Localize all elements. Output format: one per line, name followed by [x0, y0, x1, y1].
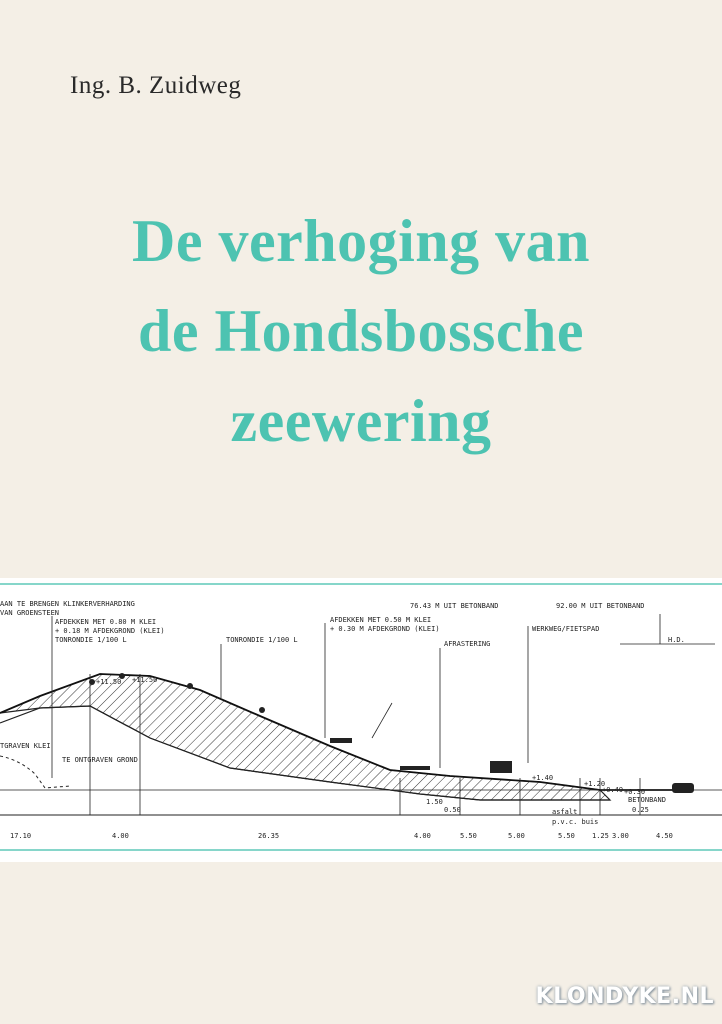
dimension-4: 4.00 [414, 832, 431, 840]
elevation-2: +11.50 [132, 676, 158, 684]
label-ontgraven-klei: TGRAVEN KLEI [0, 742, 51, 750]
vertical-dim-3: 1.50 [426, 798, 443, 806]
elevation-3: +1.40 [532, 774, 554, 782]
title-line-3: zeewering [230, 388, 492, 454]
label-afdekgrond-1: + 0.18 M AFDEKGROND (KLEI) [55, 627, 165, 635]
author-name: Ing. B. Zuidweg [70, 72, 242, 99]
dimension-5: 5.50 [460, 832, 477, 840]
dimension-3: 26.35 [258, 832, 280, 840]
label-groensteen: VAN GROENSTEEN [0, 609, 60, 617]
label-ontgraven-grond: TE ONTGRAVEN GROND [62, 756, 138, 764]
label-afrastering: AFRASTERING [444, 640, 491, 648]
dimension-2: 4.00 [112, 832, 129, 840]
label-betonband-1: 76.43 M UIT BETONBAND [410, 602, 499, 610]
dimension-1: 17.10 [10, 832, 32, 840]
elevation-4: +1.20 [584, 780, 606, 788]
label-tonrondie-1: TONRONDIE 1/100 L [55, 636, 127, 644]
elevation-1: +11.50 [96, 678, 122, 686]
label-afdekken-1: AFDEKKEN MET 0.80 M KLEI [55, 618, 157, 626]
vertical-dim-1: 0.50 [444, 806, 461, 814]
title-line-1: De verhoging van [132, 208, 590, 274]
hd-label: H.D. [668, 636, 685, 644]
betonband-label: BETONBAND [628, 796, 666, 804]
label-tonrondie-2: TONRONDIE 1/100 L [226, 636, 298, 644]
dimension-9: 3.00 [612, 832, 629, 840]
dimension-6: 5.00 [508, 832, 525, 840]
asphalt-label: asfalt [552, 808, 578, 816]
label-afdekken-2: AFDEKKEN MET 0.50 M KLEI [330, 616, 432, 624]
label-werkweg: WERKWEG/FIETSPAD [532, 625, 600, 633]
dimension-7: 5.50 [558, 832, 575, 840]
elevation-6: +0.30 [624, 788, 646, 796]
label-klinkerverharding: AAN TE BRENGEN KLINKERVERHARDING [0, 600, 135, 608]
pvc-pipe-label: p.v.c. buis [552, 818, 599, 826]
label-afdekgrond-2: + 0.30 M AFDEKGROND (KLEI) [330, 625, 440, 633]
title-line-2: de Hondsbossche [138, 298, 584, 364]
dike-cross-section-drawing [0, 578, 722, 862]
label-betonband-2: 92.00 M UIT BETONBAND [556, 602, 645, 610]
watermark-text: KLONDYKE.NL [535, 984, 714, 1009]
vertical-dim-2: 0.25 [632, 806, 649, 814]
dimension-10: 4.50 [656, 832, 673, 840]
dimension-8: 1.25 [592, 832, 609, 840]
elevation-5: +0.49 [602, 786, 624, 794]
book-title [0, 196, 722, 466]
